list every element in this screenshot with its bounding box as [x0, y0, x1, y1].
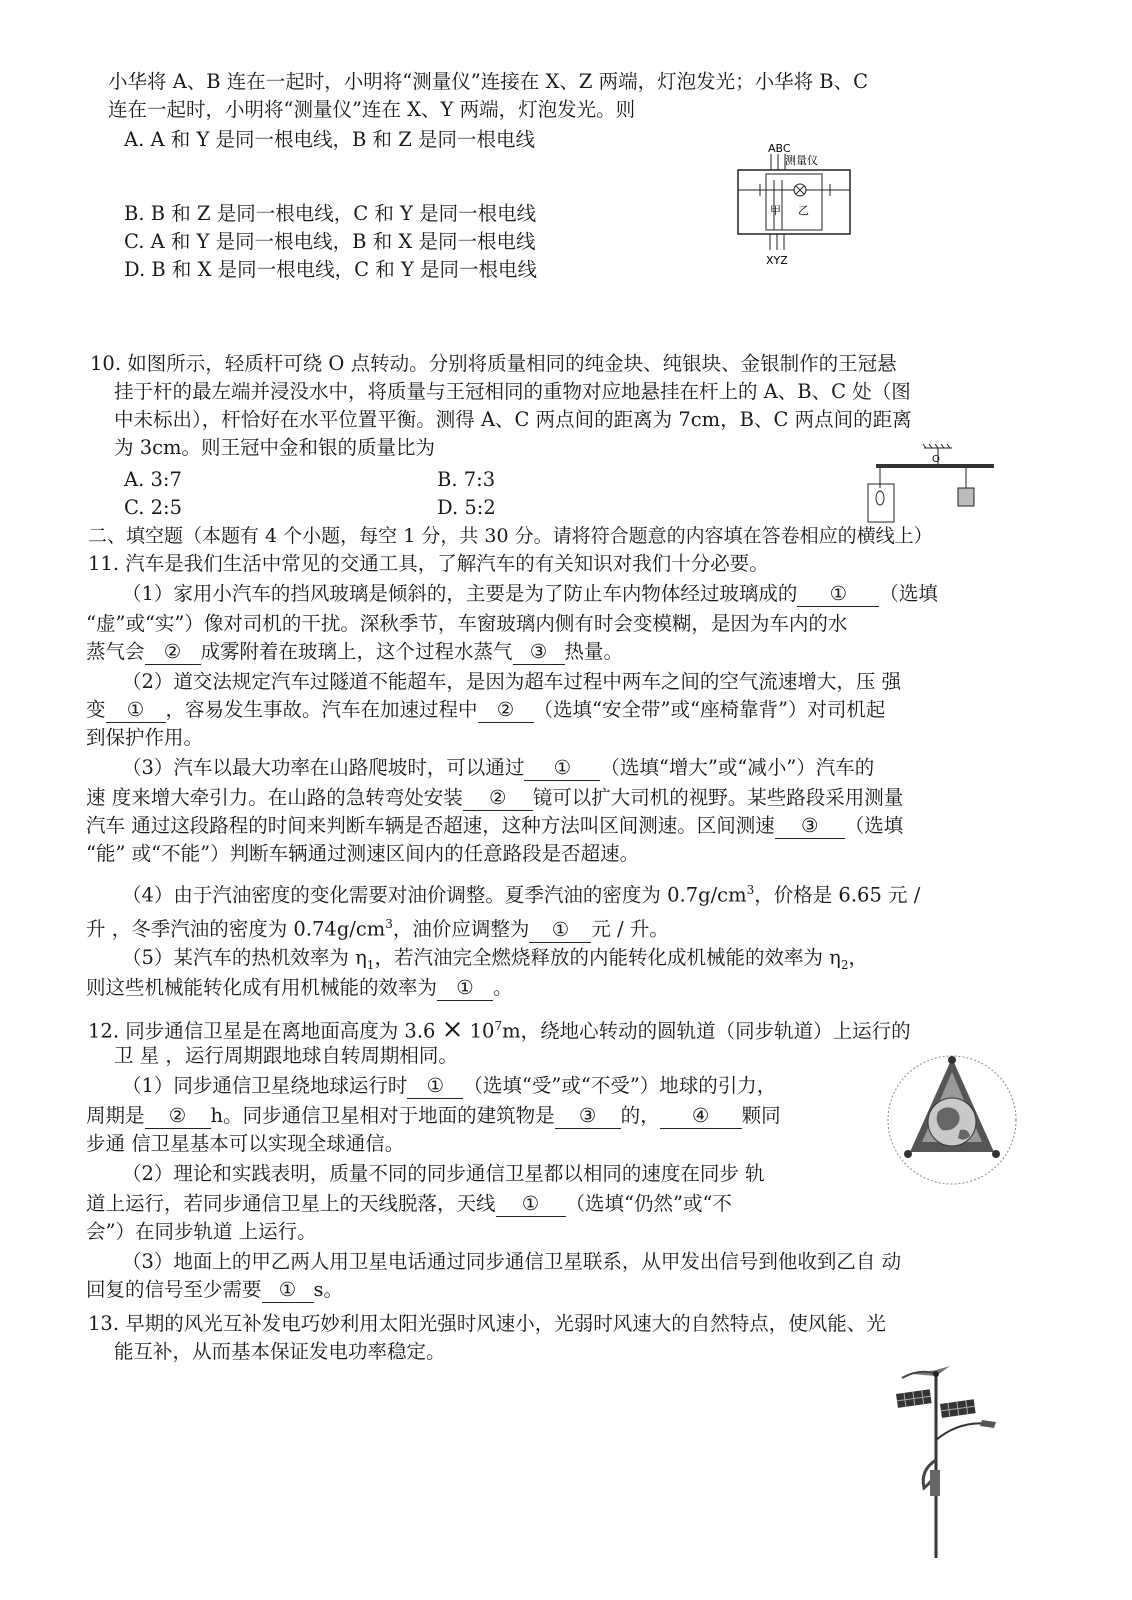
q11-p5-line1: （5）某汽车的热机效率为 $\eta_1$，若汽油完全燃烧释放的内能转化成机械能的效率为 $\eta_2$，: [122, 946, 868, 972]
cable-tester-figure: [730, 140, 860, 268]
q12-p2-line2: 道上运行，若同步通信卫星上的天线脱落，天线 ① （选填“仍然”或“不: [86, 1192, 732, 1215]
blank[interactable]: ②: [463, 786, 533, 811]
q11-p3-line1: （3）汽车以最大功率在山路爬坡时，可以通过 ① （选填“增大”或“减小”）汽车的: [122, 756, 875, 779]
q12-line2: 卫 星 ，运行周期跟地球自转周期相同。: [114, 1044, 458, 1067]
blank[interactable]: ①: [262, 1278, 314, 1303]
satellite-orbit-figure: [882, 1050, 1022, 1190]
fig-yi-label: 乙: [798, 204, 809, 217]
blank[interactable]: ①: [524, 756, 600, 781]
q13-line2: 能互补，从而基本保证发电功率稳定。: [114, 1340, 446, 1363]
fig-meter-label: 测量仪: [785, 154, 818, 167]
q10-line1: 10. 如图所示，轻质杆可绕 O 点转动。分别将质量相同的纯金块、纯银块、金银制作的王冠悬: [90, 352, 897, 375]
q9-option-d: D. B 和 X 是同一根电线，C 和 Y 是同一根电线: [124, 258, 538, 281]
wind-solar-light-figure: [890, 1360, 1000, 1560]
q11-p5-line2: 则这些机械能转化成有用机械能的效率为 ① 。: [86, 976, 513, 999]
blank[interactable]: ①: [437, 976, 493, 1001]
q11-p4-line1: （4）由于汽油密度的变化需要对油价调整。夏季汽油的密度为 $0.7g/cm^3$，价格是 6.65 元 /: [122, 883, 921, 907]
blank[interactable]: ③: [513, 640, 565, 665]
q10-line2: 挂于杆的最左端并浸没水中，将质量与王冠相同的重物对应地悬挂在杆上的 A、B、C 处（图: [114, 380, 911, 403]
fig-pivot-label: O: [932, 454, 940, 465]
q11-intro: 11. 汽车是我们生活中常见的交通工具，了解汽车的有关知识对我们十分必要。: [88, 552, 769, 575]
blank[interactable]: ③: [555, 1104, 621, 1129]
blank[interactable]: ①: [106, 698, 166, 723]
q9-option-a: A. A 和 Y 是同一根电线，B 和 Z 是同一根电线: [124, 128, 536, 151]
q9-line2: 连在一起时，小明将“测量仪”连在 X、Y 两端，灯泡发光。则: [108, 98, 636, 121]
q10-option-b: B. 7:3: [437, 468, 496, 491]
blank[interactable]: ①: [529, 918, 591, 943]
blank[interactable]: ②: [478, 698, 534, 723]
q10-option-a: A. 3:7: [124, 468, 182, 491]
fig-top-label: ABC: [768, 142, 791, 155]
fig-bottom-label: XYZ: [766, 254, 788, 267]
q9-option-b: B. B 和 Z 是同一根电线，C 和 Y 是同一根电线: [124, 202, 537, 225]
q12-p1-line1: （1）同步通信卫星绕地球运行时 ① （选填“受”或“不受”）地球的引力，: [122, 1074, 777, 1097]
q10-option-c: C. 2:5: [124, 496, 183, 519]
q11-p2-line1: （2）道交法规定汽车过隧道不能超车，是因为超车过程中两车之间的空气流速增大，压 强: [122, 670, 902, 693]
q11-p1-line3: 蒸气会 ② 成雾附着在玻璃上，这个过程水蒸气 ③ 热量。: [86, 640, 624, 663]
q11-p2-line2: 变 ① ，容易发生事故。汽车在加速过程中 ② （选填“安全带”或“座椅靠背”）对司机起: [86, 698, 886, 721]
q11-p1-line1: （1）家用小汽车的挡风玻璃是倾斜的，主要是为了防止车内物体经过玻璃成的 ① （选填: [122, 582, 938, 605]
q9-line1: 小华将 A、B 连在一起时，小明将“测量仪”连接在 X、Z 两端，灯泡发光；小华将 B、C: [108, 70, 869, 93]
blank[interactable]: ②: [145, 640, 201, 665]
q13-line1: 13. 早期的风光互补发电巧妙利用太阳光强时风速小，光弱时风速大的自然特点，使风能、光: [88, 1312, 886, 1335]
blank[interactable]: ②: [145, 1104, 211, 1129]
q10-line3: 中未标出），杆恰好在水平位置平衡。测得 A、C 两点间的距离为 7cm，B、C 两点间的距离: [114, 408, 912, 431]
q11-p3-line3: 汽车 通过这段路程的时间来判断车辆是否超速，这种方法叫区间测速。区间测速 ③ （选填: [86, 814, 904, 837]
fig-jia-label: 甲: [770, 204, 781, 217]
blank[interactable]: ④: [660, 1104, 742, 1129]
blank[interactable]: ③: [775, 814, 845, 839]
q12-p3-line1: （3）地面上的甲乙两人用卫星电话通过同步通信卫星联系，从甲发出信号到他收到乙自 动: [122, 1250, 902, 1273]
q12-p1-line3: 步通 信卫星基本可以实现全球通信。: [86, 1132, 405, 1155]
q12-p1-line2: 周期是 ② h。同步通信卫星相对于地面的建筑物是 ③ 的， ④ 颗同: [86, 1104, 781, 1127]
section-2-heading: 二、填空题（本题有 4 个小题，每空 1 分，共 30 分。请将符合题意的内容填在答卷相应的横线上）: [88, 525, 933, 547]
blank[interactable]: ①: [407, 1074, 463, 1099]
q12-p3-line2: 回复的信号至少需要 ① s。: [86, 1278, 344, 1301]
q12-line1: 12. 同步通信卫星是在离地面高度为 $3.6 \times 10^7m$，绕地心转动的圆轨道（同步轨道）上运行的: [88, 1014, 911, 1045]
q10-option-d: D. 5:2: [437, 496, 496, 519]
q11-p1-line2: “虚”或“实”）像对司机的干扰。深秋季节，车窗玻璃内侧有时会变模糊，是因为车内的水: [86, 612, 848, 635]
q11-p4-line2: 升 ，冬季汽油的密度为 $0.74g/cm^3$，油价应调整为 ① 元 / 升。: [86, 917, 669, 941]
blank[interactable]: ①: [496, 1192, 566, 1217]
q11-p3-line2: 速 度来增大牵引力。在山路的急转弯处安装 ② 镜可以扩大司机的视野。某些路段采用测量: [86, 786, 904, 809]
q10-line4: 为 3cm。则王冠中金和银的质量比为: [114, 436, 436, 459]
q12-p2-line1: （2）理论和实践表明，质量不同的同步通信卫星都以相同的速度在同步 轨: [122, 1162, 765, 1185]
q12-p2-line3: 会”）在同步轨道 上运行。: [86, 1220, 317, 1243]
blank[interactable]: ①: [797, 582, 879, 607]
q11-p3-line4: “能” 或“不能”）判断车辆通过测速区间内的任意路段是否超速。: [86, 842, 640, 865]
q11-p2-line3: 到保护作用。: [86, 726, 204, 749]
lever-figure: [862, 444, 1007, 524]
q9-option-c: C. A 和 Y 是同一根电线，B 和 X 是同一根电线: [124, 230, 536, 253]
